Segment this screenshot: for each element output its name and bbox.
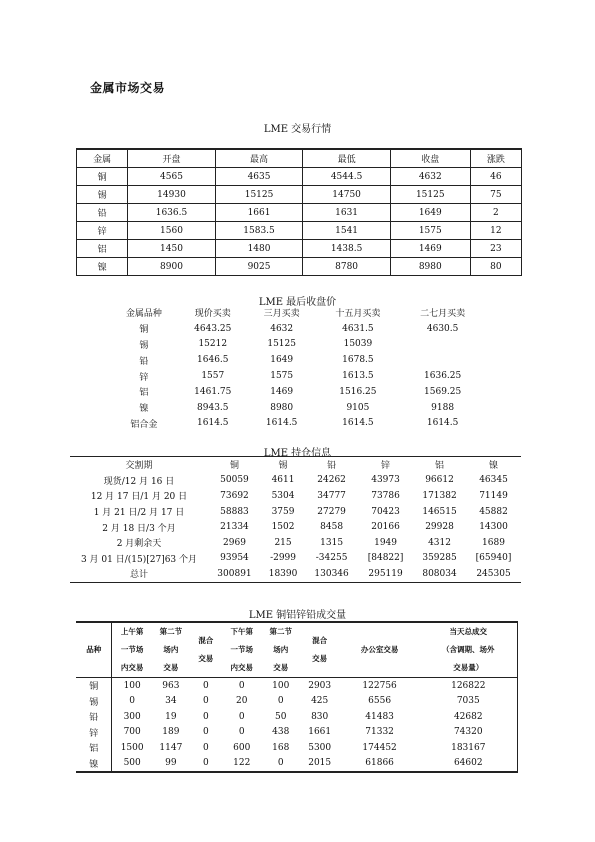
table-row: [77, 258, 522, 276]
table-cell: 830: [311, 711, 329, 722]
table-cell: 锡: [139, 340, 149, 351]
table-cell: 1575: [270, 371, 294, 382]
table-cell: 1631: [303, 204, 391, 222]
table-cell: 359285: [422, 553, 457, 564]
table-cell: 铜: [139, 325, 149, 336]
table-cell: 1575: [390, 222, 470, 240]
table-row: [110, 384, 485, 400]
table-cell: 183167: [451, 742, 486, 753]
table-row: [70, 551, 521, 567]
table-cell: 1689: [482, 537, 505, 548]
col-header: 铅: [305, 457, 358, 473]
table-cell: 4635: [215, 168, 303, 186]
table-cell: 2903: [308, 680, 332, 691]
table-cell: 70423: [371, 506, 400, 517]
col-header: 开盘: [128, 149, 216, 168]
table-cell: 73786: [371, 490, 400, 501]
table-cell: 64602: [453, 758, 483, 769]
col-header: [112, 622, 152, 678]
lme-closing-title: LME 最后收盘价: [258, 297, 337, 308]
table-cell: 50: [275, 711, 287, 722]
table-header-row: [110, 305, 485, 321]
table-cell: 7035: [456, 696, 480, 707]
table-cell: 1438.5: [303, 240, 391, 258]
table-cell: [84822]: [367, 553, 404, 564]
table-cell: 168: [272, 742, 290, 753]
col-header: 金属: [77, 149, 128, 168]
col-header: [152, 622, 190, 678]
table-cell: 0: [202, 680, 209, 691]
table-cell: 0: [238, 711, 245, 722]
table-cell: 600: [233, 742, 251, 753]
table-cell: 1949: [374, 537, 398, 548]
table-cell: 0: [238, 727, 245, 738]
header-line: 场内: [273, 645, 289, 654]
table-cell: 1678.5: [342, 355, 374, 366]
table-cell: 73692: [220, 490, 249, 501]
table-cell: 174452: [362, 742, 397, 753]
table-cell: 4565: [128, 168, 216, 186]
table-cell: 0: [277, 696, 284, 707]
table-cell: 425: [311, 696, 329, 707]
header-line: 交易量）: [453, 663, 484, 672]
table-row: [70, 535, 521, 551]
table-cell: 71332: [365, 727, 394, 738]
header-line: 混合: [198, 636, 214, 645]
table-cell: 现货/12 月 16 日: [103, 476, 175, 487]
table-cell: 15125: [267, 339, 296, 350]
header-line: 办公室交易: [360, 645, 399, 654]
table-cell: [65940]: [475, 553, 512, 564]
header-line: 一节场: [120, 645, 144, 654]
table-cell: 1502: [271, 522, 295, 533]
page-title: 金属市场交易: [90, 81, 166, 95]
table-cell: 80: [470, 258, 521, 276]
table-cell: 4611: [271, 475, 295, 486]
col-header: [340, 622, 420, 678]
table-cell: 1480: [215, 240, 303, 258]
table-cell: 0: [238, 680, 245, 691]
table-cell: 1661: [308, 727, 332, 738]
table-cell: 1661: [215, 204, 303, 222]
table-cell: 58883: [220, 506, 249, 517]
table-cell: 1560: [128, 222, 216, 240]
table-cell: 12 月 17 日/1 月 20 日: [90, 492, 188, 503]
table-cell: 1461.75: [194, 386, 232, 397]
table-cell: 4632: [390, 168, 470, 186]
table-cell: 122: [233, 758, 251, 769]
table-row: [110, 400, 485, 416]
table-cell: 1569.25: [424, 386, 462, 397]
table-cell: 5300: [308, 742, 332, 753]
table-cell: 41483: [365, 711, 394, 722]
col-header: 最高: [215, 149, 303, 168]
table-cell: 铝: [76, 740, 112, 756]
table-row: [110, 337, 485, 353]
table-cell: 1500: [120, 742, 144, 753]
table-cell: 42682: [453, 711, 483, 722]
table-row: [70, 566, 521, 582]
table-cell: 34777: [317, 490, 346, 501]
col-header: 二七月买卖: [420, 309, 466, 320]
table-cell: 1541: [303, 222, 391, 240]
table-cell: 8458: [320, 522, 344, 533]
table-cell: 4630.5: [426, 323, 459, 334]
table-cell: 6556: [368, 696, 392, 707]
header-line: 内交易: [230, 663, 254, 672]
header-line: 一节场: [230, 645, 254, 654]
table-header-row: [70, 457, 521, 473]
col-header: 锡: [261, 457, 305, 473]
table-cell: 14930: [128, 186, 216, 204]
table-cell: -34255: [315, 553, 348, 564]
table-cell: 镍: [76, 756, 112, 773]
col-header: [300, 622, 340, 678]
table-cell: 8780: [303, 258, 391, 276]
table-cell: 3759: [271, 506, 295, 517]
table-cell: -2999: [270, 553, 297, 564]
table-cell: 锡: [77, 186, 128, 204]
table-cell: 1614.5: [426, 418, 459, 429]
table-cell: 12: [470, 222, 521, 240]
table-cell: 1636.5: [128, 204, 216, 222]
header-line: 第二节: [269, 627, 292, 636]
table-row: [77, 186, 522, 204]
table-cell: 铜: [77, 168, 128, 186]
col-header: 现价买卖: [194, 309, 231, 320]
table-row: [77, 168, 522, 186]
table-cell: 5304: [271, 490, 295, 501]
col-header: 涨跌: [470, 149, 521, 168]
table-row: [77, 240, 522, 258]
col-header: 十五月买卖: [335, 309, 381, 320]
header-line: 上午第: [120, 627, 144, 636]
table-cell: 1636.25: [424, 371, 462, 382]
table-cell: 96612: [425, 475, 454, 486]
table-cell: 1469: [390, 240, 470, 258]
col-header: 铝: [413, 457, 466, 473]
lme-volume-title: LME 铜铝锌铅成交量: [248, 610, 347, 621]
table-cell: 500: [123, 758, 141, 769]
lme-trading-title: LME 交易行情: [263, 124, 332, 135]
table-cell: 46: [470, 168, 521, 186]
table-cell: 铝: [139, 388, 149, 399]
table-cell: 29928: [425, 522, 454, 533]
header-line: （含调期、场外: [442, 645, 495, 654]
lme-volume-table: [76, 621, 518, 773]
col-header: [190, 622, 222, 678]
table-cell: 15212: [198, 339, 228, 350]
table-cell: 1614.5: [265, 418, 298, 429]
table-cell: 0: [277, 758, 284, 769]
table-cell: 215: [274, 537, 292, 548]
col-header: 最低: [303, 149, 391, 168]
header-line: 混合: [312, 636, 328, 645]
table-cell: 8900: [128, 258, 216, 276]
table-cell: 122756: [362, 680, 397, 691]
table-cell: 189: [162, 727, 180, 738]
table-cell: 963: [162, 680, 180, 691]
table-cell: 71149: [479, 490, 508, 501]
table-cell: 300: [123, 711, 141, 722]
table-cell: 808034: [413, 566, 466, 582]
table-cell: 4544.5: [303, 168, 391, 186]
table-cell: 1614.5: [342, 418, 374, 429]
table-cell: 15125: [215, 186, 303, 204]
col-header: [420, 622, 518, 678]
table-cell: 50059: [220, 475, 249, 486]
table-cell: 铅: [139, 356, 149, 367]
table-cell: 锡: [76, 694, 112, 710]
table-cell: 0: [202, 758, 209, 769]
table-cell: 1450: [128, 240, 216, 258]
table-cell: 146515: [422, 506, 457, 517]
table-cell: 2969: [223, 537, 246, 548]
header-line: 当天总成交: [449, 627, 488, 636]
table-row: [76, 709, 518, 725]
table-row: [110, 368, 485, 384]
lme-positions-table: [70, 456, 521, 583]
table-cell: 2: [470, 204, 521, 222]
table-row: [76, 678, 518, 694]
table-cell: 34: [165, 696, 177, 707]
table-cell: 锌: [139, 372, 149, 383]
table-row: [76, 756, 518, 773]
table-cell: 438: [272, 727, 290, 738]
table-row: [77, 204, 522, 222]
table-cell: 总计: [70, 566, 208, 582]
table-row: [110, 352, 485, 368]
col-header: 三月买卖: [263, 309, 300, 320]
table-cell: 126822: [451, 680, 486, 691]
header-line: 场内: [163, 645, 179, 654]
table-cell: 130346: [305, 566, 358, 582]
table-cell: 700: [123, 727, 141, 738]
col-header: [76, 622, 112, 678]
header-line: 内交易: [120, 663, 144, 672]
table-cell: 1614.5: [197, 418, 229, 429]
table-cell: 8943.5: [197, 402, 229, 413]
table-cell: 14300: [479, 522, 508, 533]
table-cell: 14750: [303, 186, 391, 204]
table-cell: 20: [236, 696, 248, 707]
table-cell: 100: [272, 680, 290, 691]
table-cell: 100: [123, 680, 141, 691]
table-cell: 铅: [76, 709, 112, 725]
table-cell: 0: [202, 711, 209, 722]
table-cell: 1315: [320, 537, 344, 548]
col-header: [222, 622, 262, 678]
table-cell: 锌: [76, 725, 112, 741]
col-header: 金属品种: [125, 309, 162, 320]
table-cell: 4631.5: [342, 323, 374, 334]
table-cell: 19: [165, 711, 177, 722]
header-line: 交易: [163, 663, 179, 672]
table-row: [110, 321, 485, 337]
table-cell: 镍: [139, 404, 149, 415]
table-cell: 15039: [343, 339, 373, 350]
table-cell: 8980: [390, 258, 470, 276]
table-cell: 1516.25: [339, 386, 377, 397]
table-cell: 46345: [479, 475, 508, 486]
lme-closing-table: [110, 305, 485, 431]
table-cell: 171382: [422, 490, 457, 501]
table-cell: 43973: [371, 475, 400, 486]
table-row: [110, 416, 485, 432]
table-cell: 18390: [261, 566, 305, 582]
table-cell: 99: [165, 758, 177, 769]
table-cell: [400, 352, 485, 368]
table-cell: 75: [470, 186, 521, 204]
table-cell: 2015: [308, 758, 332, 769]
table-cell: 0: [202, 696, 209, 707]
table-cell: 15125: [390, 186, 470, 204]
table-cell: 9025: [215, 258, 303, 276]
col-header: 镍: [466, 457, 521, 473]
table-cell: 1469: [270, 386, 294, 397]
table-cell: 锌: [77, 222, 128, 240]
table-cell: 1646.5: [197, 355, 229, 366]
table-cell: 8980: [270, 402, 294, 413]
table-cell: 1147: [159, 742, 183, 753]
table-row: [70, 504, 521, 520]
table-row: [76, 740, 518, 756]
table-cell: 4632: [270, 323, 294, 334]
table-row: [76, 725, 518, 741]
table-cell: 27279: [317, 506, 346, 517]
table-cell: 45882: [479, 506, 508, 517]
lme-trading-table: [76, 148, 522, 276]
table-cell: 74320: [453, 727, 483, 738]
table-cell: 20166: [371, 522, 400, 533]
table-cell: 93954: [220, 553, 249, 564]
table-cell: 9188: [431, 402, 455, 413]
table-cell: 1649: [270, 355, 294, 366]
table-cell: 245305: [466, 566, 521, 582]
col-header: 锌: [358, 457, 413, 473]
table-cell: 2 月 18 日/3 个月: [102, 523, 176, 534]
table-cell: 300891: [208, 566, 261, 582]
table-cell: 295119: [358, 566, 413, 582]
header-line: 交易: [273, 663, 289, 672]
col-header: 铜: [208, 457, 261, 473]
header-line: 交易: [198, 654, 214, 663]
table-cell: 铜: [76, 678, 112, 694]
table-cell: 1613.5: [342, 371, 374, 382]
table-cell: 24262: [317, 475, 346, 486]
table-cell: 0: [202, 727, 209, 738]
table-cell: 0: [129, 696, 136, 707]
table-cell: 1583.5: [215, 222, 303, 240]
header-line: 第二节: [159, 627, 183, 636]
table-cell: 3 月 01 日/(15)[27]63 个月: [80, 554, 198, 565]
table-cell: 61866: [365, 758, 394, 769]
table-row: [77, 222, 522, 240]
table-cell: 4312: [428, 537, 451, 548]
table-cell: [400, 337, 485, 353]
table-cell: 镍: [77, 258, 128, 276]
header-line: 下午第: [230, 627, 254, 636]
table-cell: 1 月 21 日/2 月 17 日: [93, 508, 185, 519]
table-cell: 23: [470, 240, 521, 258]
header-line: 交易: [312, 654, 328, 663]
col-header: 收盘: [390, 149, 470, 168]
table-cell: 0: [202, 742, 209, 753]
table-cell: 2 月剩余天: [116, 539, 162, 550]
table-header-row: [76, 622, 518, 678]
table-row: [70, 488, 521, 504]
table-cell: 1557: [201, 371, 225, 382]
table-row: [70, 519, 521, 535]
col-header: [262, 622, 300, 678]
table-cell: 铝: [77, 240, 128, 258]
table-cell: 21334: [220, 522, 249, 533]
table-cell: 铅: [77, 204, 128, 222]
col-header: 交割期: [70, 457, 208, 473]
table-header-row: [77, 149, 522, 168]
header-line: 品种: [86, 645, 102, 654]
table-row: [70, 473, 521, 489]
table-cell: 1649: [390, 204, 470, 222]
table-cell: 铝合金: [130, 419, 158, 430]
table-cell: 4643.25: [194, 323, 232, 334]
table-cell: 9105: [346, 402, 370, 413]
lme-positions-title: LME 持仓信息: [263, 448, 332, 459]
table-row: [76, 694, 518, 710]
